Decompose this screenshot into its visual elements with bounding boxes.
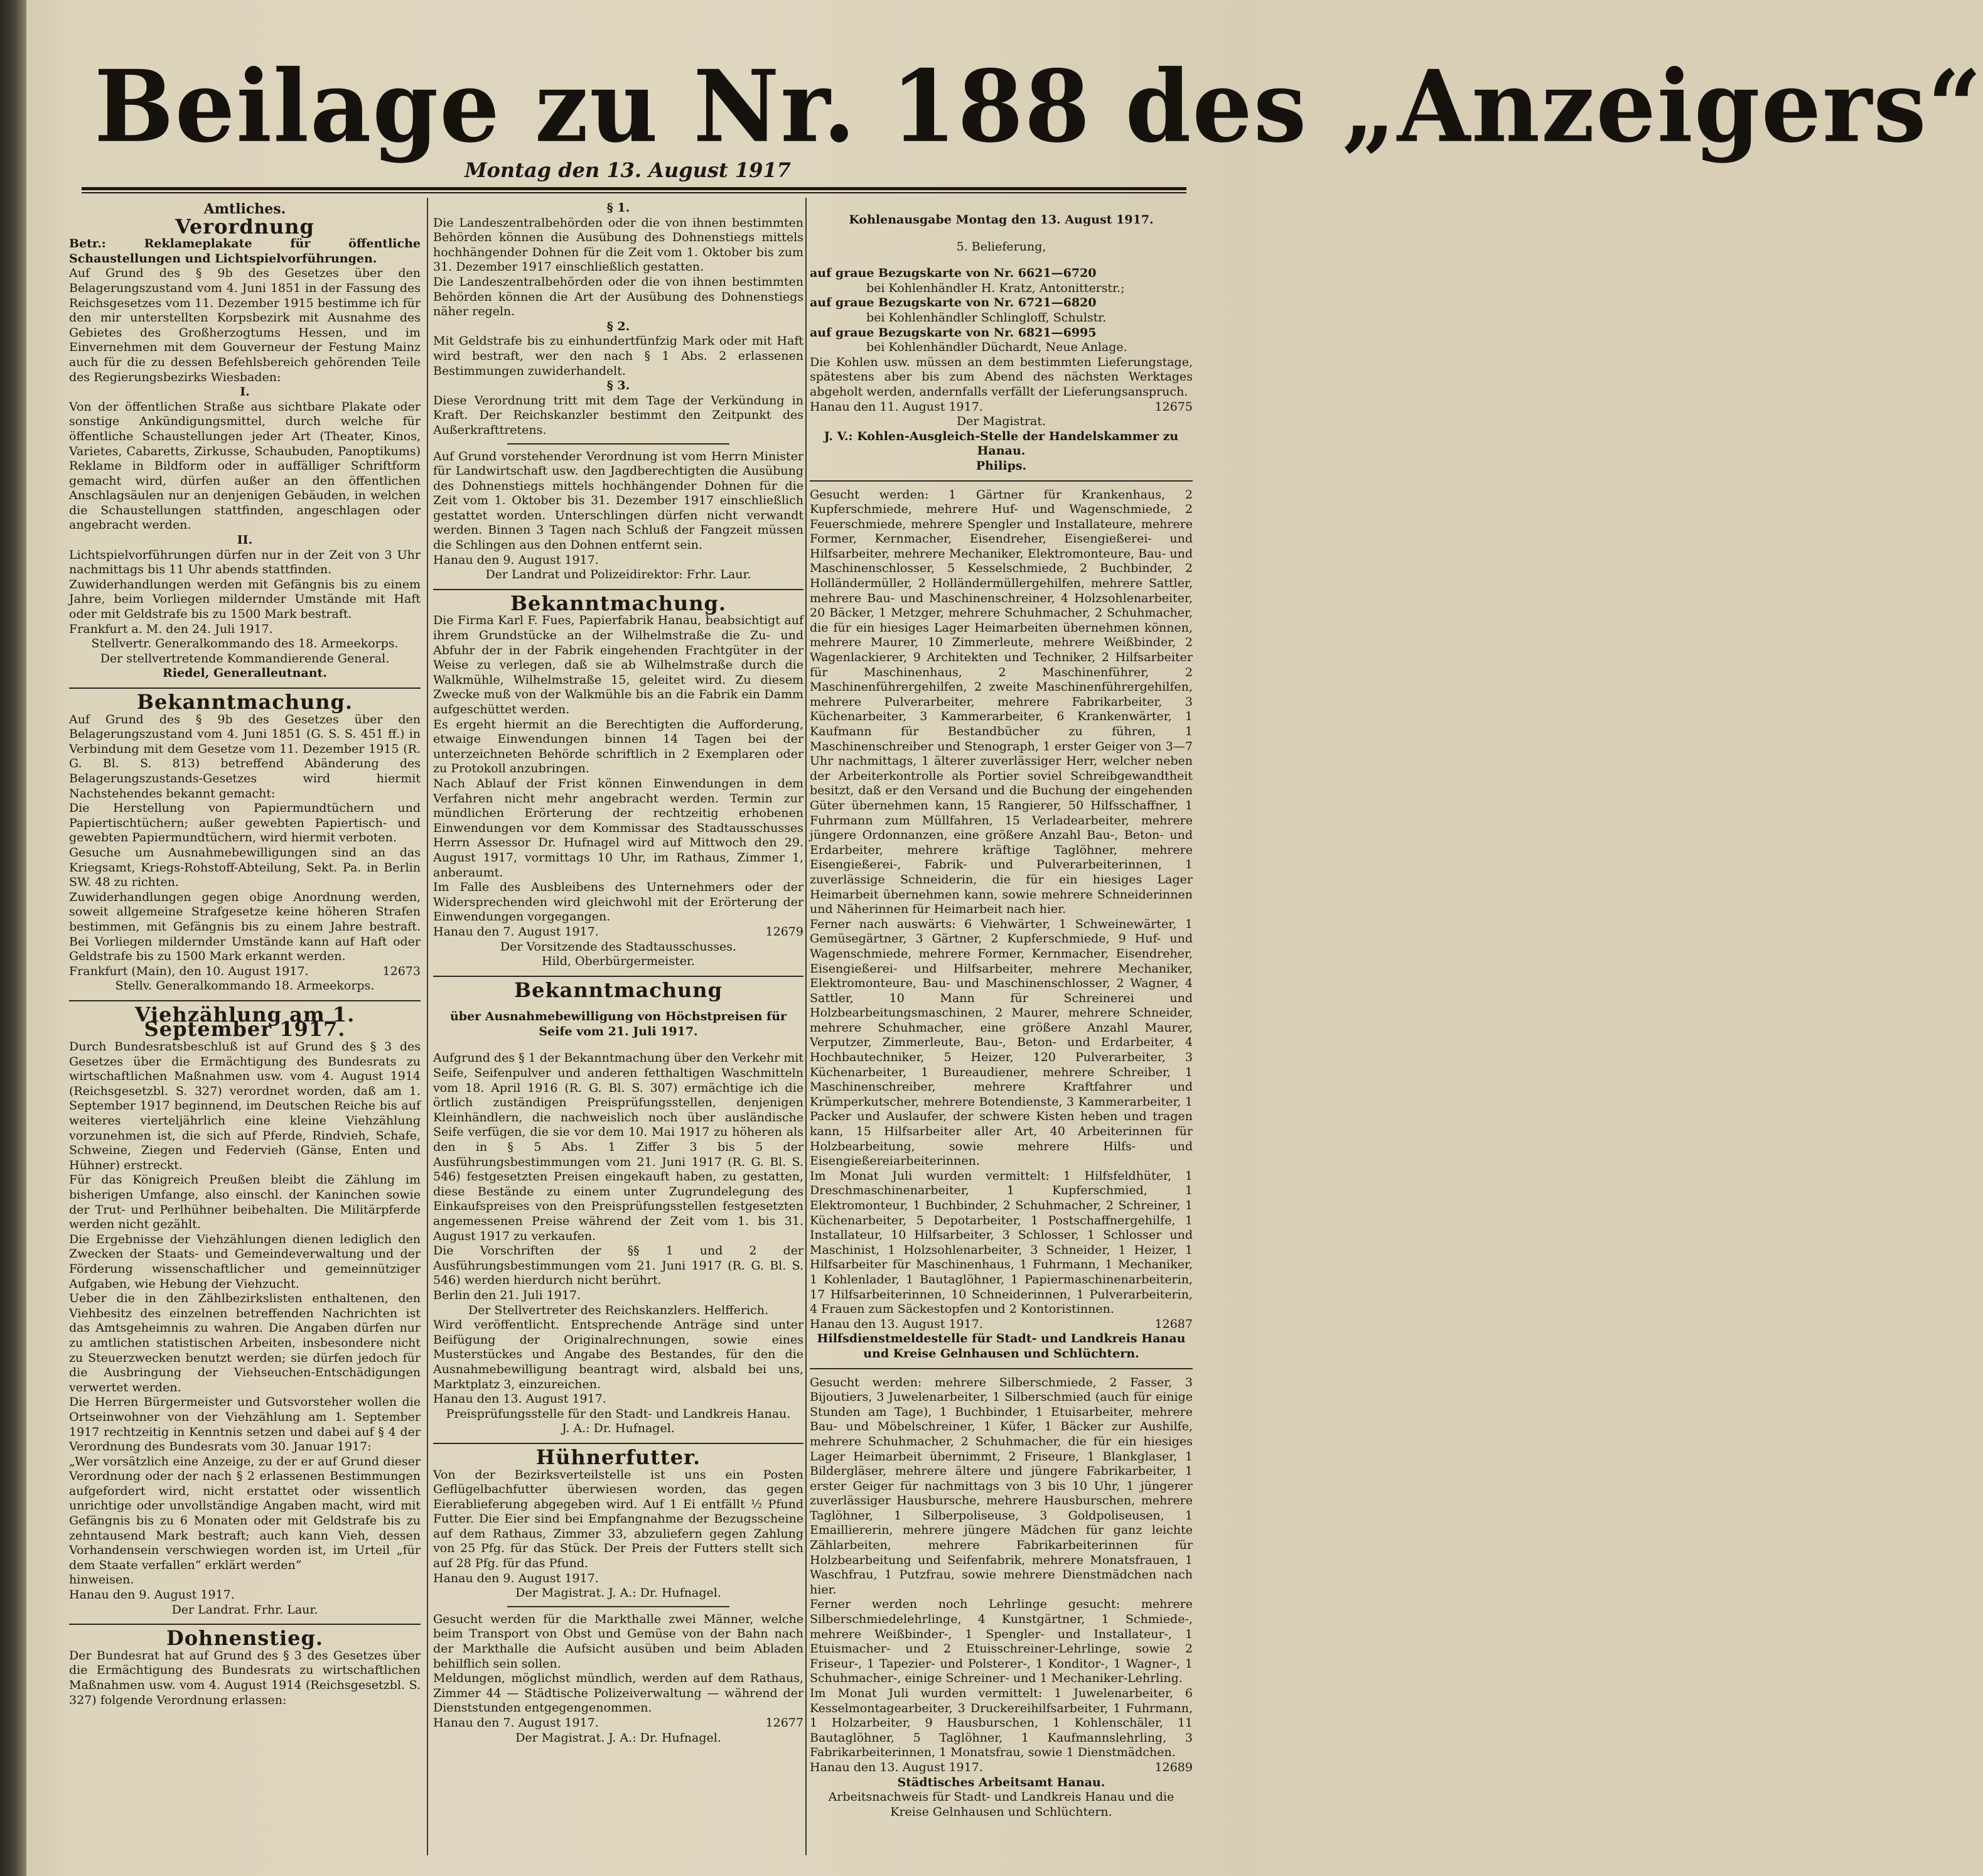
signature: Der Magistrat. J. A.: Dr. Hufnagel. [515,1730,721,1745]
paragraph: Von der öffentlichen Straße aus sichtbare Plakate oder sonstige Ankündigungsmittel, durch welche für öffentliche Schaustellungen jeder Art (Theater, Kinos, Varietes, Cabaretts, Zirkusse, Schaubuden, Panoptikums) Reklame in Bildform oder in auffälliger Schriftform gemacht wird, dürfen außer an den öffentlichen Anschlagsäulen nur an denjenigen Gebäuden, in welchen die Schaustellungen stattfinden, angeschlagen oder angebracht werden. [69,399,421,532]
notice-number: 12677 [765,1716,803,1730]
dateline-row [810,1760,1193,1776]
signature: Stellvertr. Generalkommando des 18. Armeekorps. [91,637,399,651]
notice-number: 12687 [1154,1317,1193,1331]
list-item: bei Kohlenhändler Schlingloff, Schulstr. [866,310,1107,325]
paragraph: Die Kohlen usw. müssen an dem bestimmten Lieferungstage, spätestens aber bis zum Abend des nächsten Werktages abgeholt werden, andernfalls verfällt der Lieferungsanspruch. [810,355,1193,399]
signature: Der stellvertretende Kommandierende General. [100,651,390,666]
paragraph: Ferner nach auswärts: 6 Viehwärter, 1 Schweinewärter, 1 Gemüsegärtner, 3 Gärtner, 2 Kupferschmiede, 9 Huf- und Wagenschmiede, mehrere Former, Kernmacher, Eisendreher, Eisengießerei- und Hilfsarbeiter, mehrere Mechaniker, Elektromonteure, Bau- und Maschinenschlosser, 2 Wagner, 4 Sattler, 10 Mann für Schreinerei und Holzbearbeitungsmaschinen, 2 Maurer, mehrere Schneider, mehrere Schuhmacher, eine größere Anzahl Maurer, Verputzer, Zimmerleute, Bau-, Beton- und Erdarbeiter, 4 Hochbautechniker, 5 Heizer, 120 Pulverarbeiter, 3 Küchenarbeiter, 1 Bureaudiener, mehrere Schreiber, 1 Maschinenschreiber, mehrere Kraftfahrer und Krümperkutscher, mehrere Botendienste, 3 Kammerarbeiter, 1 Packer und Auslaufer, der schwere Kisten heben und tragen kann, 15 Hilfsarbeiter aller Art, 40 Arbeiterinnen für Holzbearbeitung, sowie mehrere Hilfs- und Eisengießereiarbeiterinnen. [810,917,1193,1168]
issue-date: Montag den 13. August 1917 [465,158,791,182]
paragraph: Es ergeht hiermit an die Berechtigten die Aufforderung, etwaige Einwendungen binnen 14 Tagen bei der unterzeichneten Behörde schriftlich in 2 Exemplaren oder zu Protokoll anzubringen. [433,717,803,776]
header-rule [82,187,1186,190]
paragraph: Auf Grund des § 9b des Gesetzes über den Belagerungszustand vom 4. Juni 1851 in der Fassung des Reichsgesetzes vom 11. Dezember 1915 bestimme ich für den mir unterstellten Korpsbezirk mit Ausnahme des Gebietes des Großherzogtums Hessen, und im Einvernehmen mit dem Gouverneur der Festung Mainz auch für die zu dessen Befehlsbereich gehörenden Teile des Regierungsbezirks Wiesbaden: [69,266,421,384]
dateline: Frankfurt a. M. den 24. Juli 1917. [69,622,273,636]
signature: Hild, Oberbürgermeister. [541,954,695,969]
signature: Riedel, Generalleutnant. [163,666,327,681]
signature: Der Stellvertreter des Reichskanzlers. Helfferich. [468,1303,769,1317]
dateline: Hanau den 9. August 1917. [69,1588,235,1602]
paragraph: Die Vorschriften der §§ 1 und 2 der Ausführungsbestimmungen vom 21. Juni 1917 (R. G. Bl. S. 546) werden hierdurch nicht berührt. [433,1244,803,1288]
list-item: auf graue Bezugskarte von Nr. 6721—6820 [810,296,1097,310]
paragraph: Gesuche um Ausnahmebewilligungen sind an das Kriegsamt, Kriegs-Rohstoff-Abteilung, Sekt. Pa. in Berlin SW. 48 zu richten. [69,845,421,890]
paragraph: Lichtspielvorführungen dürfen nur in der Zeit von 3 Uhr nachmittags bis 11 Uhr abends stattfinden. [69,547,421,577]
dateline-row [810,400,1193,415]
article-title: Verordnung [175,214,314,239]
paragraph: Im Monat Juli wurden vermittelt: 1 Juwelenarbeiter, 6 Kesselmontagearbeiter, 3 Druckereihilfsarbeiter, 1 Fuhrmann, 1 Holzarbeiter, 9 Hausburschen, 1 Kohlenschäler, 11 Bautaglöhner, 5 Taglöhner, 1 Kaufmannslehrling, 3 Fabrikarbeiterinnen, 1 Monatsfrau, sowie 1 Dienstmädchen. [810,1686,1193,1760]
list-item: bei Kohlenhändler Düchardt, Neue Anlage. [866,340,1127,355]
signature: J. V.: Kohlen-Ausgleich-Stelle der Handelskammer zu Hanau. [824,429,1179,458]
paragraph: Die Herstellung von Papiermundtüchern und Papiertischtüchern; außer gewebten Papiertisch- und gewebten Papiermundtüchern, wird hiermit verboten. [69,801,421,845]
paragraph: Für das Königreich Preußen bleibt die Zählung im bisherigen Umfange, also einschl. der Kaninchen sowie der Trut- und Perlhühner beibehalten. Die Militärpferde werden nicht gezählt. [69,1173,421,1232]
column-1 [69,201,421,1865]
dateline-row [433,925,803,940]
signature: J. A.: Dr. Hufnagel. [562,1421,675,1436]
article-title: Bekanntmachung. [136,690,353,714]
signature: Philips. [975,458,1027,473]
dateline: Hanau den 13. August 1917. [810,1760,983,1774]
paragraph: Die Landeszentralbehörden oder die von ihnen bestimmten Behörden können die Art der Ausübung des Dohnenstiegs näher regeln. [433,274,803,319]
divider [810,480,1193,482]
paragraph: Die Herren Bürgermeister und Gutsvorsteher wollen die Ortseinwohner von der Viehzählung am 1. September 1917 rechtzeitig in Kenntnis setzen und dabei auf § 4 der Verordnung des Bundesrats vom 30. Januar 1917: [69,1395,421,1454]
signature: Der Landrat. Frhr. Laur. [171,1602,318,1617]
dateline-row [810,1317,1193,1332]
dateline-row [433,1716,803,1731]
article-subject: Betr.: Reklameplakate für öffentliche Schaustellungen und Lichtspielvorführungen. [69,237,421,266]
section-number: II. [237,533,253,547]
notice-number: 12689 [1154,1760,1193,1774]
paragraph: Die Ergebnisse der Viehzählungen dienen lediglich den Zwecken der Staats- und Gemeindeverwaltung und der Förderung wissenschaftlicher und gemeinnütziger Aufgaben, wie Hebung der Viehzucht. [69,1232,421,1291]
signature: Der Landrat und Polizeidirektor: Frhr. Laur. [485,568,751,582]
dateline-row [69,964,421,979]
paragraph: Zuwiderhandlungen werden mit Gefängnis bis zu einem Jahre, beim Vorliegen mildernder Umstände mit Haft oder mit Geldstrafe bis zu 1500 Mark bestraft. [69,577,421,622]
divider [69,1624,421,1625]
section-number: I. [240,385,250,399]
paragraph: Ferner werden noch Lehrlinge gesucht: mehrere Silberschmiedelehrlinge, 4 Kunstgärtner, 1 Schmiede-, mehrere Weißbinder-, 1 Spengler- und Installateur-, 1 Etuismacher- und 2 Etuisschreiner-Lehrlinge, sowie 2 Friseur-, 1 Tapezier- und Polsterer-, 1 Konditor-, 1 Wagner-, 1 Schuhmacher-, einige Schreiner- und 1 Mechaniker-Lehrling. [810,1597,1193,1686]
column-2 [433,201,803,1865]
paragraph: Nach Ablauf der Frist können Einwendungen in dem Verfahren nicht mehr angebracht werden. Termin zur mündlichen Erörterung der rechtzeitig erhobenen Einwendungen vor dem Kommissar des Stadtausschusses Herrn Assessor Dr. Hufnagel wird auf Mittwoch den 29. August 1917, vormittags 10 Uhr, im Rathaus, Zimmer 1, anberaumt. [433,776,803,880]
paragraph: Aufgrund des § 1 der Bekanntmachung über den Verkehr mit Seife, Seifenpulver und anderen fetthaltigen Waschmitteln vom 18. April 1916 (R. G. Bl. S. 307) ermächtige ich die örtlich zuständigen Preisprüfungsstellen, denjenigen Kleinhändlern, die nachweislich noch über ausländische Seife verfügen, die sie vor dem 10. Mai 1917 zu höheren als den in § 5 Abs. 1 Ziffer 3 bis 5 der Ausführungsbestimmungen vom 21. Juni 1917 (R. G. Bl. S. 546) festgesetzten Preisen eingekauft haben, zu gestatten, diese Bestände zu einem unter Zugrundelegung des Einkaufspreises von den Preisprüfungsstellen festgesetzten angemessenen Preise während der Zeit vom 1. bis 31. August 1917 zu verkaufen. [433,1051,803,1243]
article-title: Dohnenstieg. [166,1626,324,1651]
header-rule-thin [82,192,1186,193]
signature: Stellv. Generalkommando 18. Armeekorps. [115,979,375,993]
dateline: Hanau den 9. August 1917. [433,553,599,567]
article-subject: über Ausnahmebewilligung von Höchstpreisen für Seife vom 21. Juli 1917. [449,1010,787,1038]
dateline: Hanau den 7. August 1917. [433,924,599,939]
dateline: Hanau den 9. August 1917. [433,1571,599,1585]
article-title: Viehzählung am 1. September 1917. [134,1002,355,1042]
dateline: Frankfurt (Main), den 10. August 1917. [69,964,309,978]
list-item: auf graue Bezugskarte von Nr. 6621—6720 [810,266,1097,281]
notice-number: 12679 [765,924,803,939]
paragraph: Die Firma Karl F. Fues, Papierfabrik Hanau, beabsichtigt auf ihrem Grundstücke an der Wilhelmstraße die Zu- und Abfuhr der in der Fabrik eingehenden Frachtgüter in der Weise zu verlegen, daß sie ab Wilhelmstraße durch die Walkmühle, Wilhelmstraße 15, geleitet wird. Zu diesem Zwecke muß von der Walkmühle bis an die Fabrik ein Damm aufgeschüttet werden. [433,613,803,716]
masthead-title: Beilage zu Nr. 188 des „Anzeigers“ [94,48,1983,165]
dateline: Hanau den 7. August 1917. [433,1716,599,1730]
paragraph: Durch Bundesratsbeschluß ist auf Grund des § 3 des Gesetzes über die Ermächtigung des Bundesrats zu wirtschaftlichen Maßnahmen usw. vom 4. August 1914 (Reichsgesetzbl. S. 327) verordnet worden, daß am 1. September 1917 beginnend, im Deutschen Reiche bis auf weiteres vierteljährlich eine kleine Viehzählung vorzunehmen ist, die sich auf Pferde, Rindvieh, Schafe, Schweine, Ziegen und Federvieh (Gänse, Enten und Hühner) erstreckt. [69,1040,421,1172]
divider [433,976,803,977]
signature: Hilfsdienstmeldestelle für Stadt- und Landkreis Hanau und Kreise Gelnhausen und Schlüchtern. [817,1332,1186,1361]
section-number: § 3. [606,379,630,393]
paragraph: Wird veröffentlicht. Entsprechende Anträge sind unter Beifügung der Originalrechnungen, sowie eines Musterstückes und Angabe des Bestandes, für den die Ausnahmebewilligung beantragt wird, alsbald bei uns, Marktplatz 3, einzureichen. [433,1318,803,1391]
paragraph: Auf Grund vorstehender Verordnung ist vom Herrn Minister für Landwirtschaft usw. den Jagdberechtigten die Ausübung des Dohnenstiegs mittels hochhängender Dohnen für die Zeit vom 1. Oktober bis 31. Dezember 1917 einschließlich gestattet worden. Unterschlingen dürfen nicht verwandt werden. Binnen 3 Tagen nach Schluß der Fangzeit müssen die Schlingen aus den Dohnen entfernt sein. [433,449,803,553]
section-number: § 1. [606,201,630,215]
section-heading: Amtliches. [203,201,286,217]
article-subject: 5. Belieferung, [956,239,1046,254]
divider [433,589,803,590]
dateline: Hanau den 13. August 1917. [433,1392,606,1406]
list-item: bei Kohlenhändler H. Kratz, Antonitterstr.; [866,281,1125,295]
signature: Arbeitsnachweis für Stadt- und Landkreis Hanau und die Kreise Gelnhausen und Schlüchtern. [828,1790,1174,1819]
paragraph: Die Landeszentralbehörden oder die von ihnen bestimmten Behörden können die Ausübung des Dohnenstiegs mittels hochhängender Dohnen für die Zeit vom 1. Oktober bis zum 31. Dezember 1917 einschließlich gestatten. [433,215,803,274]
signature: Der Magistrat. J. A.: Dr. Hufnagel. [515,1586,721,1600]
signature: Städtisches Arbeitsamt Hanau. [897,1775,1105,1789]
notice-number: 12675 [1154,399,1193,414]
paragraph: Mit Geldstrafe bis zu einhundertfünfzig Mark oder mit Haft wird bestraft, wer den nach § 1 Abs. 2 erlassenen Bestimmungen zuwiderhandelt. [433,334,803,378]
column-3 [810,201,1193,1865]
divider [507,443,729,445]
column-divider [805,198,807,1855]
dateline: Hanau den 11. August 1917. [810,399,983,414]
book-binding [0,0,26,1876]
article-title: Kohlenausgabe Montag den 13. August 1917. [849,213,1154,227]
article-title: Hühnerfutter. [535,1445,701,1469]
paragraph: Auf Grund des § 9b des Gesetzes über den Belagerungszustand vom 4. Juni 1851 (G. S. S. 451 ff.) in Verbindung mit dem Gesetze vom 11. Dezember 1915 (R. G. Bl. S. 813) betreffend Abänderung des Belagerungszustands-Gesetzes wird hiermit Nachstehendes bekannt gemacht: [69,712,421,801]
article-title: Bekanntmachung. [510,591,726,615]
paragraph: Im Falle des Ausbleibens des Unternehmers oder der Widersprechenden wird gleichwohl mit der Erörterung der Einwendungen vorgegangen. [433,880,803,924]
section-number: § 2. [606,319,630,333]
paragraph: Von der Bezirksverteilstelle ist uns ein Posten Geflügelbachfutter überwiesen worden, das gegen Eierablieferung abgegeben wird. Auf 1 Ei entfällt ½ Pfund Futter. Die Eier sind bei Empfangnahme der Bezugsscheine auf dem Rathaus, Zimmer 33, abzuliefern gegen Zahlung von 25 Pfg. für das Stück. Der Preis der Futters stellt sich auf 28 Pfg. für das Pfund. [433,1467,803,1571]
paragraph: Gesucht werden: 1 Gärtner für Krankenhaus, 2 Kupferschmiede, mehrere Huf- und Wagenschmiede, 2 Feuerschmiede, mehrere Spengler und Installateure, mehrere Former, Kernmacher, Eisendreher, Eisengießerei- und Hilfsarbeiter, mehrere Mechaniker, Elektromonteure, Bau- und Maschinenschlosser, 5 Kesselschmiede, 2 Buchbinder, 2 Holländermüller, 2 Holländermüllergehilfen, mehrere Sattler, mehrere Bau- und Maschinenschreiner, 4 Holzsohlenarbeiter, 20 Bäcker, 1 Metzger, mehrere Schuhmacher, 2 Schuhmacher, die für ein hiesiges Lager Heimarbeiten übernehmen können, mehrere Maurer, 10 Zimmerleute, mehrere Weißbinder, 2 Wagenlackierer, 9 Architekten und Techniker, 2 Hilfsarbeiter für Maschinenhaus, 2 Maschinenführer, 2 Maschinenführergehilfen, 2 zweite Maschinenführergehilfen, mehrere Pulverarbeiter, mehrere Fabrikarbeiter, 3 Küchenarbeiter, 3 Kammerarbeiter, 6 Krankenwärter, 1 Kaufmann für Bestandbücher zu führen, 1 Maschinenschreiber und Stenograph, 1 erster Geiger von 3—7 Uhr nachmittags, 1 älterer zuverlässiger Herr, welcher neben der Arbeiterkontrolle als Portier soviel Schreibgewandtheit besitzt, daß er den Versand und die Buchung der eingehenden Güter übernehmen kann, 15 Rangierer, 50 Hilfsschaffner, 1 Fuhrmann zum Müllfahren, 15 Verladearbeiter, mehrere jüngere Ordonnanzen, eine größere Anzahl Bau-, Beton- und Erdarbeiter, mehrere kräftige Taglöhner, mehrere Eisengießerei-, Fabrik- und Pulverarbeiterinnen, 1 zuverlässige Schneiderin, die für ein hiesiges Lager Heimarbeit übernehmen kann, sowie mehrere Schneiderinnen und Näherinnen für Heimarbeit nach hier. [810,487,1193,917]
paragraph: Gesucht werden: mehrere Silberschmiede, 2 Fasser, 3 Bijoutiers, 3 Juwelenarbeiter, 1 Silberschmied (auch für einige Stunden am Tage), 1 Buchbinder, 1 Etuisarbeiter, mehrere Bau- und Möbelschreiner, 1 Küfer, 1 Bäcker zur Aushilfe, mehrere Schuhmacher, 2 Schuhmacher, die für ein hiesiges Lager Heimarbeit übernimmt, 2 Friseure, 1 Blankglaser, 1 Bildergläser, mehrere ältere und jüngere Fabrikarbeiter, 1 erster Geiger für nachmittags von 3 bis 10 Uhr, 1 jüngerer zuverlässiger Hausbursche, mehrere Hausburschen, mehrere Taglöhner, 1 Silberpoliseuse, 3 Goldpoliseusen, 1 Emailliererin, mehrere jüngere Mädchen für ganz leichte Zählarbeiten, mehrere Fabrikarbeiterinnen für Holzbearbeitung und Seifenfabrik, mehrere Monatsfrauen, 1 Waschfrau, 1 Putzfrau, sowie mehrere Dienstmädchen nach hier. [810,1375,1193,1597]
divider [433,1443,803,1444]
signature: Der Vorsitzende des Stadtausschusses. [500,939,737,954]
divider [69,1000,421,1001]
divider [507,1606,729,1607]
notice-number: 12673 [382,964,421,978]
list-item: auf graue Bezugskarte von Nr. 6821—6995 [810,325,1097,340]
article-title: Bekanntmachung [514,978,723,1002]
quotation: „Wer vorsätzlich eine Anzeige, zu der er auf Grund dieser Verordnung oder der nach § 2 erlassenen Bestimmungen aufgefordert wird, nicht erstattet oder wissentlich unrichtige oder unvollständige Angaben macht, wird mit Gefängnis bis zu 6 Monaten oder mit Geldstrafe bis zu zehntausend Mark bestraft; auch kann Vieh, dessen Vorhandensein verschwiegen worden ist, im Urteil „für dem Staate verfallen“ erklärt werden“ [69,1454,421,1572]
signature: Preisprüfungsstelle für den Stadt- und Landkreis Hanau. [446,1406,791,1421]
divider [810,1368,1193,1369]
paragraph: Gesucht werden für die Markthalle zwei Männer, welche beim Transport von Obst und Gemüse von der Bahn nach der Markthalle die Aufsicht ausüben und beim Abladen behilflich sein sollen. [433,1612,803,1671]
paragraph: Zuwiderhandlungen gegen obige Anordnung werden, soweit allgemeine Strafgesetze keine höheren Strafen bestimmen, mit Gefängnis bis zu einem Jahre bestraft. Bei Vorliegen mildernder Umstände kann auf Haft oder Geldstrafe bis zu 1500 Mark erkannt werden. [69,890,421,964]
column-divider [427,198,428,1855]
paragraph: Diese Verordnung tritt mit dem Tage der Verkündung in Kraft. Der Reichskanzler bestimmt den Zeitpunkt des Außerkrafttretens. [433,393,803,437]
paragraph: hinweisen. [69,1573,134,1587]
dateline: Hanau den 13. August 1917. [810,1317,983,1331]
paragraph: Ueber die in den Zählbezirkslisten enthaltenen, den Viehbesitz des einzelnen betreffenden Nachrichten ist das Amtsgeheimnis zu wahren. Die Angaben dürfen nur zu amtlichen statistischen Arbeiten, insbesondere nicht zu Steuerzwecken benutzt werden; sie dürfen jedoch für die Ausbringung der Viehseuchen-Entschädigungen verwertet werden. [69,1291,421,1394]
dateline: Berlin den 21. Juli 1917. [433,1288,581,1302]
paragraph: Der Bundesrat hat auf Grund des § 3 des Gesetzes über die Ermächtigung des Bundesrats zu wirtschaftlichen Maßnahmen usw. vom 4. August 1914 (Reichsgesetzbl. S. 327) folgende Verordnung erlassen: [69,1648,421,1707]
divider [69,687,421,689]
signature: Der Magistrat. [956,414,1046,429]
paragraph: Meldungen, möglichst mündlich, werden auf dem Rathaus, Zimmer 44 — Städtische Polizeiverwaltung — während der Dienststunden entgegengenommen. [433,1671,803,1715]
paragraph: Im Monat Juli wurden vermittelt: 1 Hilfsfeldhüter, 1 Dreschmaschinenarbeiter, 1 Kupferschmied, 1 Elektromonteur, 1 Buchbinder, 2 Schuhmacher, 2 Schreiner, 1 Küchenarbeiter, 5 Depotarbeiter, 1 Postschaffnergehilfe, 1 Installateur, 10 Hilfsarbeiter, 3 Schlosser, 1 Schlosser und Maschinist, 1 Holzsohlenarbeiter, 3 Schneider, 1 Heizer, 1 Hilfsarbeiter für Maschinenhaus, 1 Fuhrmann, 1 Mechaniker, 1 Kohlenlader, 1 Bautaglöhner, 1 Papiermaschinenarbeiterin, 17 Hilfsarbeiterinnen, 10 Schneiderinnen, 1 Pulverarbeiterin, 4 Frauen zum Säckestopfen und 2 Kontoristinnen. [810,1168,1193,1317]
